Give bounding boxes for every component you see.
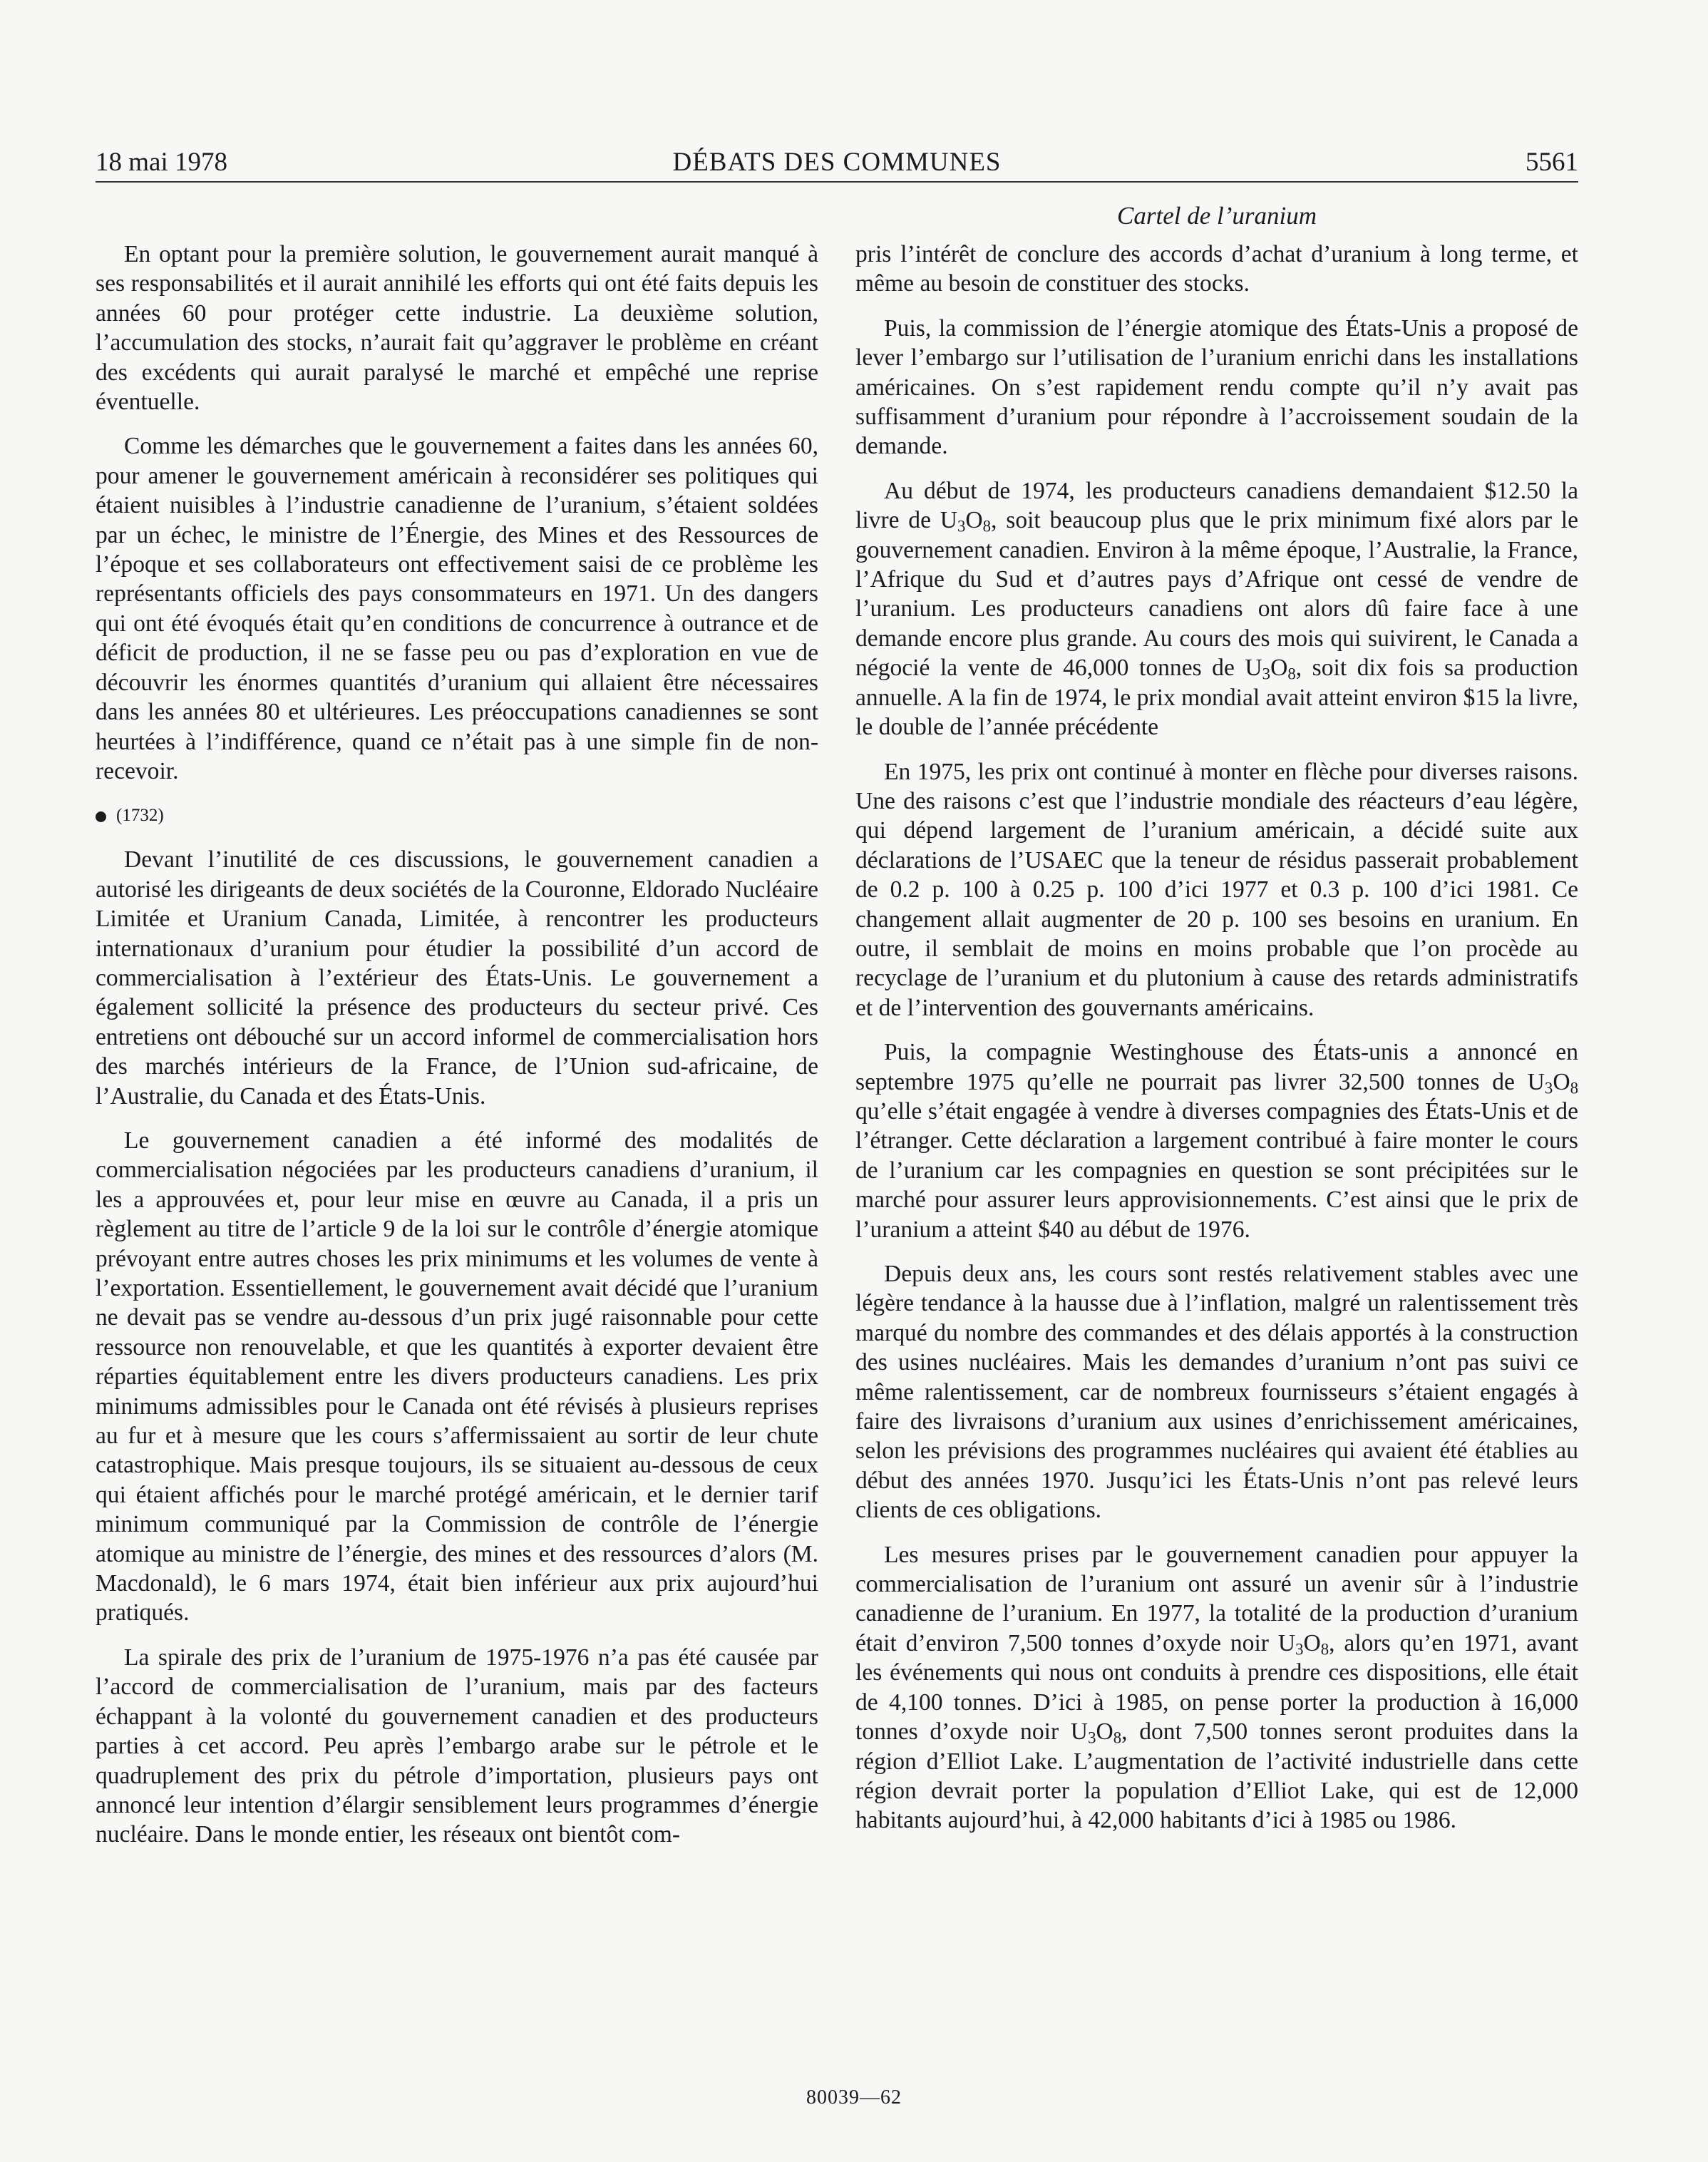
paragraph: La spirale des prix de l’uranium de 1975-1976 n’a pas été causée par l’accord de commercialisation de l’uranium, mais par des facteurs échappant à la volonté du gouvernement canadien et des producteurs parties à cet accord. Peu après l’embargo arabe sur le pétrole et le quadruplement des prix du pétrole d’importation, plusieurs pays ont annoncé leur intention d’élargir sensiblement leurs programmes d’énergie nucléaire. Dans le monde entier, les réseaux ont bientôt com- xyxy=(96,1644,818,1848)
paragraph: En 1975, les prix ont continué à monter en flèche pour diverses raisons. Une des raisons c’est que l’industrie mondiale des réacteurs d’eau légère, qui dépend largement de l’uranium américain, a décidé suite aux déclarations de l’USAEC que la teneur de résidus passerait probablement de 0.2 p. 100 à 0.25 p. 100 d’ici 1977 et 0.3 p. 100 d’ici 1981. Ce changement allait augmenter de 20 p. 100 ses besoins en uranium. En outre, il semblait de moins en moins probable que l’on procède au recyclage de l’uranium et du plutonium à cause des retards administratifs et de l’intervention des gouvernants américains. xyxy=(855,758,1578,1021)
text-run: Au début de 1974, les producteurs canadiens demandaient $12.50 la livre de U xyxy=(855,477,1578,534)
time-marker-text: (1732) xyxy=(116,806,164,826)
header-date: 18 mai 1978 xyxy=(96,148,227,177)
paragraph: En optant pour la première solution, le gouvernement aurait manqué à ses responsabilités et il aurait annihilé les efforts qui ont été faits depuis les années 60 pour protéger cette industrie. La deuxième solution, l’accumulation des stocks, n’aurait fait qu’aggraver le problème en créant des excédents qui aurait paralysé le marché et empêché une reprise éventuelle. xyxy=(96,241,818,416)
subscript: 3 xyxy=(1262,665,1271,683)
subscript: 8 xyxy=(1113,1728,1122,1747)
bullet-icon xyxy=(96,811,106,822)
subscript: 8 xyxy=(1287,665,1296,683)
text-run: O xyxy=(1303,1629,1321,1656)
paragraph: Depuis deux ans, les cours sont restés relativement stables avec une légère tendance à la hausse due à l’inflation, malgré un ralentissement très marqué du nombre des commandes et des délais apportés à la construction des usines nucléaires. Mais les demandes d’uranium n’ont pas suivi ce même ralentissement, car de nombreux fournisseurs s’étaient engagés à faire des livraisons d’uranium aux usines d’enrichissement américaines, selon les prévisions des programmes nucléaires qui avaient été établies au début des années 1970. Jusqu’ici les États-Unis n’ont pas relevé leurs clients de ces obligations. xyxy=(855,1261,1578,1524)
subscript: 8 xyxy=(1570,1079,1578,1097)
text-run: , soit beaucoup plus que le prix minimum fixé alors par le gouvernement canadien. Environ à la même époque, l’Australie, la France, l’Afrique du Sud et d’autres pays d’Afrique ont cessé de vendre de l’uranium. Les producteurs canadiens ont alors dû faire face à une demande encore plus grande. Au cours des mois qui suivirent, le Canada a négocié la vente de 46,000 tonnes de U xyxy=(855,507,1578,682)
subscript: 3 xyxy=(1295,1640,1304,1659)
text-run: O xyxy=(1096,1718,1113,1746)
page-header xyxy=(96,143,1578,183)
header-rule xyxy=(96,181,1578,183)
text-run: Puis, la compagnie Westinghouse des États-unis a annoncé en septembre 1975 qu’elle ne pourrait pas livrer 32,500 tonnes de U xyxy=(855,1039,1578,1095)
paragraph xyxy=(855,476,1578,742)
text-run: Les mesures prises par le gouvernement canadien pour appuyer la commercialisation de l’uranium ont assuré un avenir sûr à l’industrie canadienne de l’uranium. En 1977, la totalité de la production d’uranium était d’environ 7,500 tonnes d’oxyde noir U xyxy=(855,1541,1578,1656)
text-run: , dont 7,500 tonnes seront produites dans la région d’Elliot Lake. L’augmentation de l’activité industrielle dans cette région devrait porter la population d’Elliot Lake, qui est de 12,000 habitants aujourd’hui, à 42,000 habitants d’ici à 1985 ou 1986. xyxy=(855,1718,1578,1834)
section-title: Cartel de l’uranium xyxy=(1117,202,1317,230)
text-run: qu’elle s’était engagée à vendre à diverses compagnies des États-Unis et de l’étranger. Cette déclaration a largement contribué à faire monter le cours de l’uranium car les compagnies en question se sont précipitées sur le marché pour assurer leurs approvisionnements. C’est ainsi que le prix de l’uranium a atteint $40 au début de 1976. xyxy=(855,1097,1578,1243)
header-title: DÉBATS DES COMMUNES xyxy=(672,148,1002,177)
text-run: O xyxy=(1270,655,1288,682)
subscript: 8 xyxy=(1320,1640,1329,1659)
paragraph xyxy=(855,1038,1578,1244)
text-run: , alors qu’en 1971, avant les événements qui nous ont conduits à prendre ces dispositions, elle était de 4,100 tonnes. D’ici à 1985, on pense porter la production à 16,000 tonnes d’oxyde noir U xyxy=(855,1629,1578,1746)
text-run: O xyxy=(965,507,983,534)
subscript: 3 xyxy=(1088,1728,1096,1747)
left-column xyxy=(96,240,818,1865)
subscript: 8 xyxy=(982,517,992,536)
paragraph: Comme les démarches que le gouvernement a faites dans les années 60, pour amener le gouvernement américain à reconsidérer ses politiques qui étaient nuisibles à l’industrie canadienne de l’uranium, s’étaient soldées par un échec, le ministre de l’Énergie, des Mines et des Ressources de l’époque et ses collaborateurs ont effectivement saisi de ce problème les représentants officiels des pays consommateurs en 1971. Un des dangers qui ont été évoqués était qu’en conditions de concurrence à outrance et de déficit de production, il ne se fasse peu ou pas d’exploration en vue de découvrir les énormes quantités d’uranium qui allaient être nécessaires dans les années 80 et ultérieures. Les préoccupations canadiennes se sont heurtées à l’indifférence, quand ce n’était pas à une simple fin de non-recevoir. xyxy=(96,433,818,784)
text-run: , soit dix fois sa production annuelle. A la fin de 1974, le prix mondial avait atteint environ $15 la livre, le double de l’année précédente xyxy=(855,655,1578,741)
subscript: 3 xyxy=(1544,1079,1553,1097)
right-column xyxy=(855,240,1578,1850)
footer-code: 80039—62 xyxy=(806,2086,902,2109)
paragraph xyxy=(855,1540,1578,1835)
paragraph: Puis, la commission de l’énergie atomique des États-Unis a proposé de lever l’embargo sur l’utilisation de l’uranium enrichi dans les installations américaines. On s’est rapidement rendu compte qu’il n’y avait pas suffisamment d’uranium pour répondre à l’accroissement soudain de la demande. xyxy=(855,314,1578,460)
paragraph: Le gouvernement canadien a été informé des modalités de commercialisation négociées par les producteurs canadiens d’uranium, il les a approuvées et, pour leur mise en œuvre au Canada, il a pris un règlement au titre de l’article 9 de la loi sur le contrôle d’énergie atomique prévoyant entre autres choses les prix minimums et les volumes de vente à l’exportation. Essentiellement, le gouvernement avait décidé que l’uranium ne devait pas se vendre au-dessous d’un prix jugé raisonnable pour cette ressource non renouvelable, et que les quantités à exporter devaient être réparties équitablement entre les divers producteurs canadiens. Les prix minimums admissibles pour le Canada ont été révisés à plusieurs reprises au fur et à mesure que les cours s’affermissaient au sortir de leur chute catastrophique. Mais presque toujours, ils se situaient au-dessous de ceux qui étaient affichés pour le marché protégé américain, et le dernier tarif minimum communiqué par la Commission de contrôle de l’énergie atomique au ministre de l’énergie, des mines et des ressources d’alors (M. Macdonald), le 6 mars 1974, était bien inférieur aux prix aujourd’hui pratiqués. xyxy=(96,1127,818,1626)
subscript: 3 xyxy=(957,517,966,536)
paragraph: pris l’intérêt de conclure des accords d’achat d’uranium à long terme, et même au besoin de constituer des stocks. xyxy=(855,241,1578,297)
text-run: O xyxy=(1553,1068,1570,1095)
paragraph: Devant l’inutilité de ces discussions, le gouvernement canadien a autorisé les dirigeants de deux sociétés de la Couronne, Eldorado Nucléaire Limitée et Uranium Canada, Limitée, à rencontrer les producteurs internationaux d’uranium pour étudier la possibilité d’un accord de commercialisation à l’extérieur des États-Unis. Le gouvernement a également sollicité la présence des producteurs du secteur privé. Ces entretiens ont débouché sur un accord informel de commercialisation hors des marchés intérieurs de la France, de l’Union sud-africaine, de l’Australie, du Canada et des États-Unis. xyxy=(96,846,818,1110)
time-marker xyxy=(96,801,818,830)
header-page-number: 5561 xyxy=(1526,148,1578,177)
